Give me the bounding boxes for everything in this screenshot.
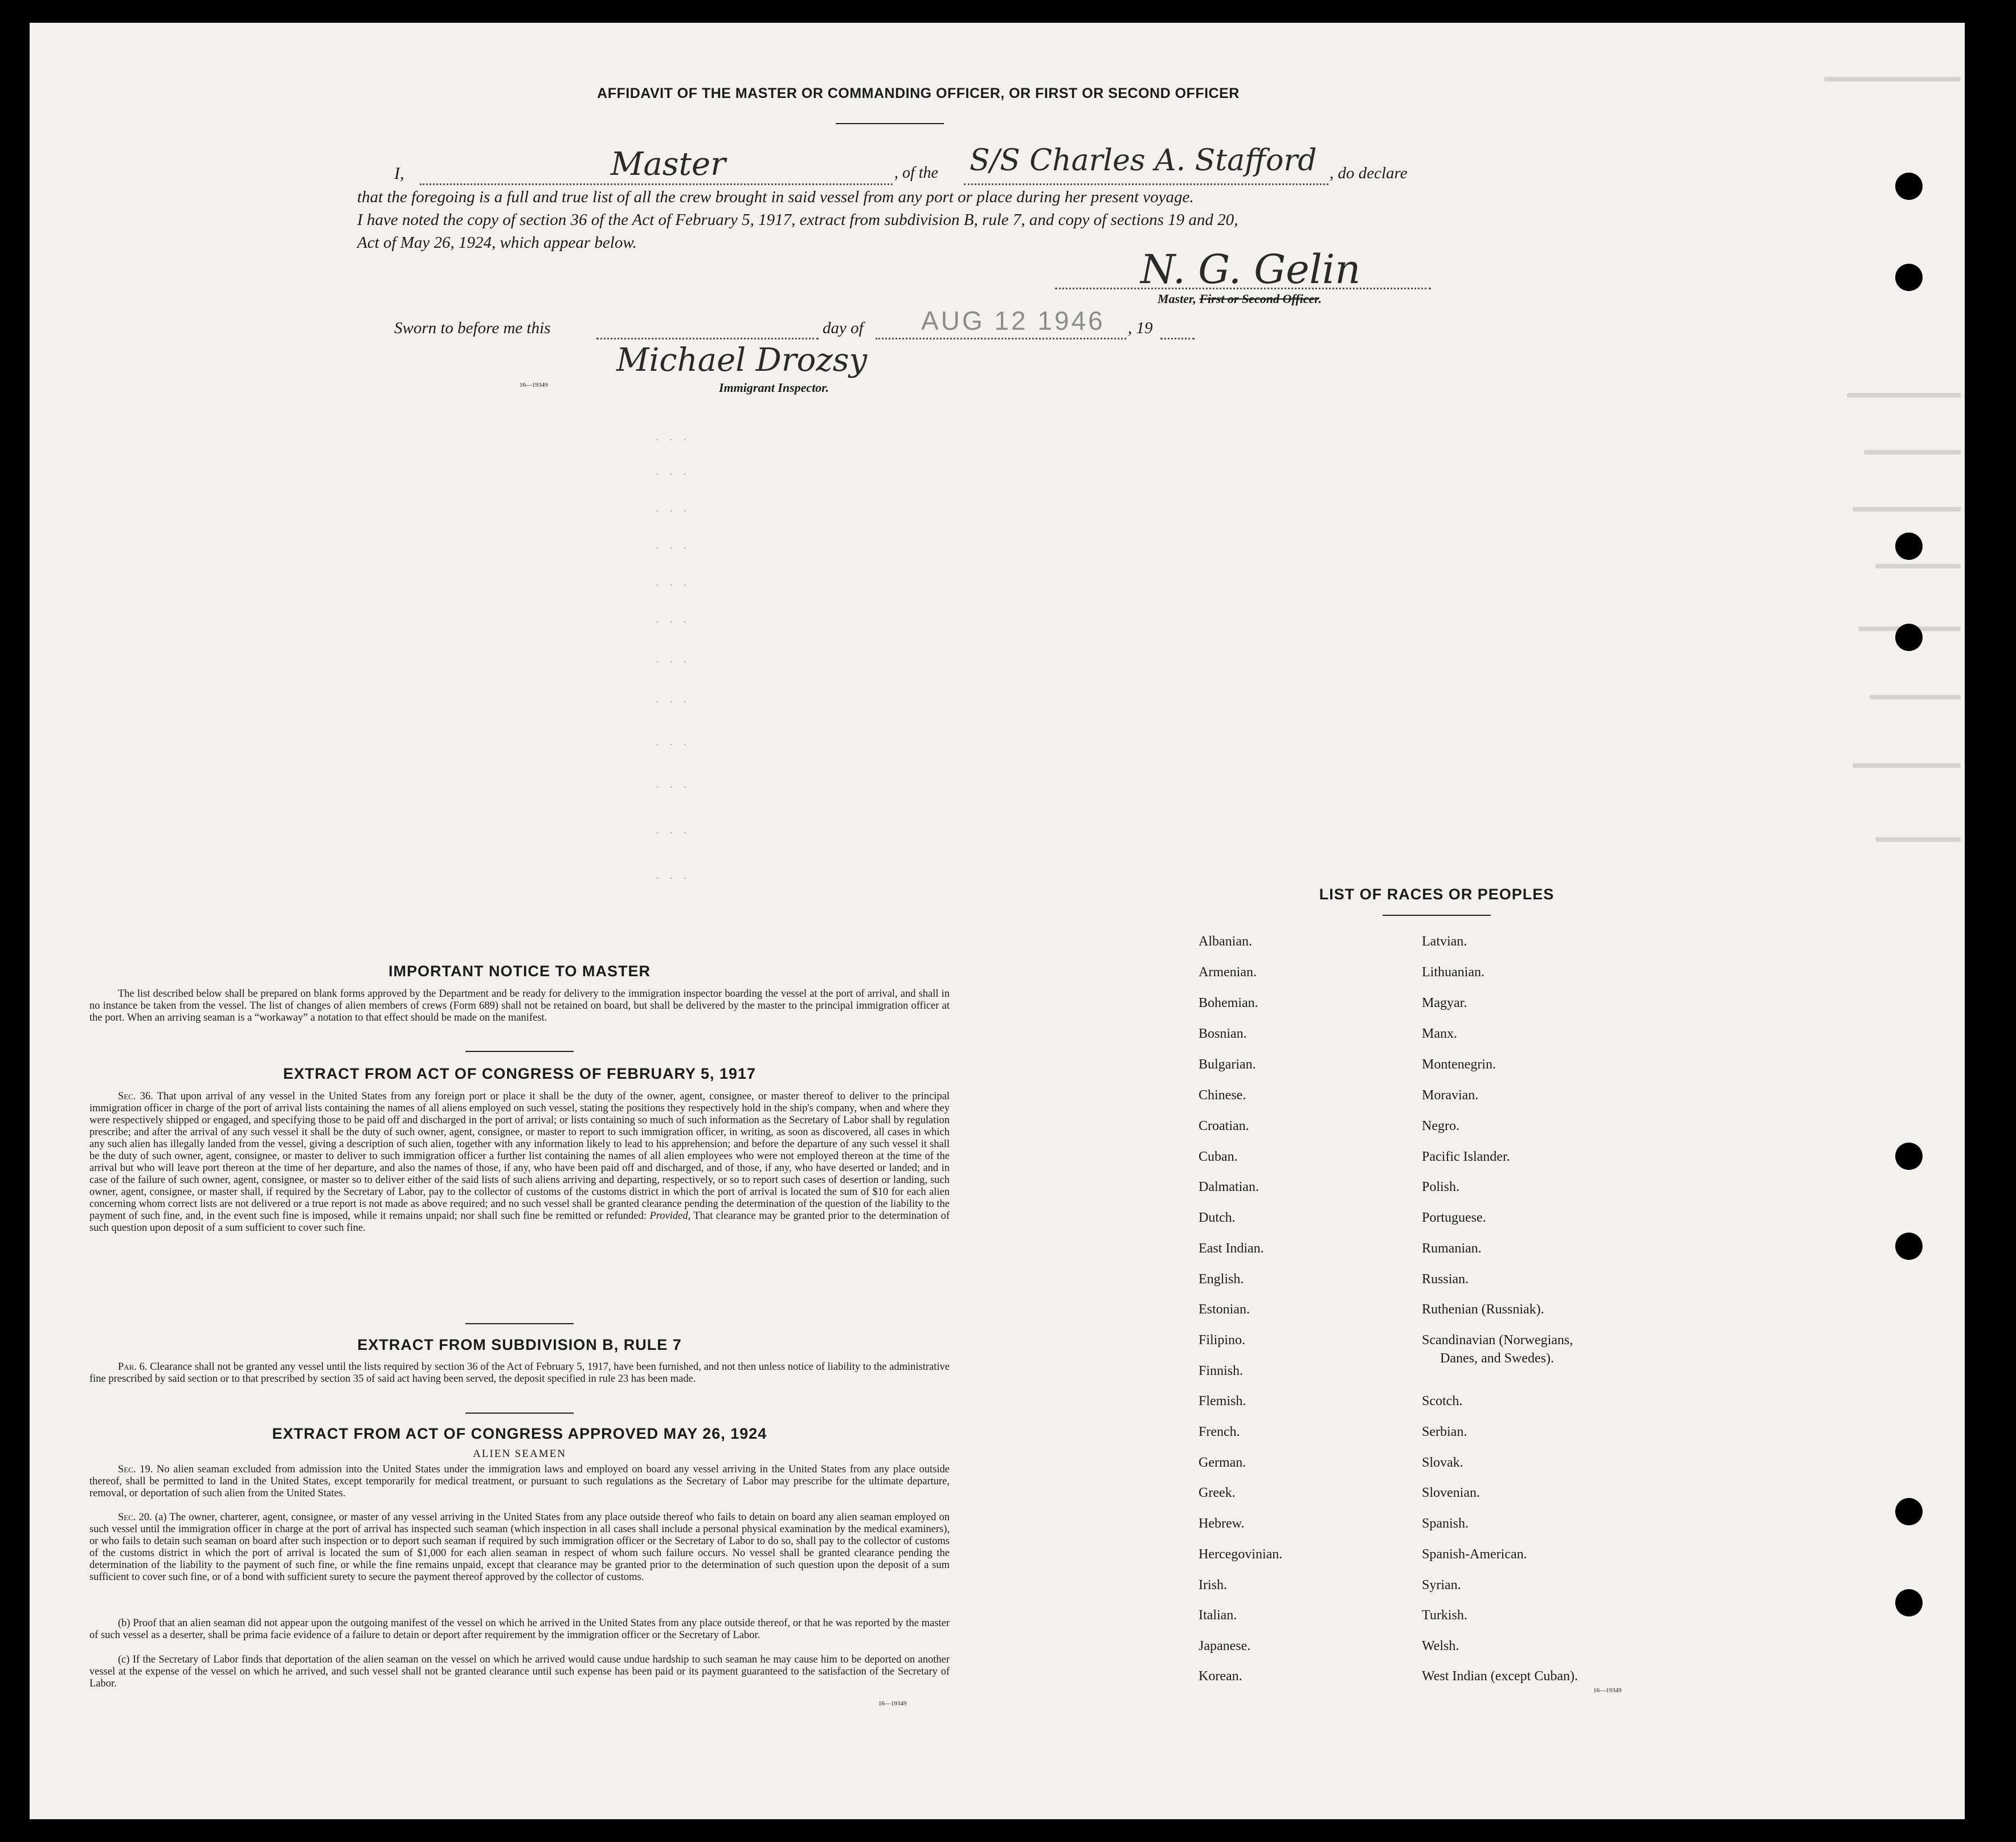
punch-hole (1895, 624, 1923, 651)
sworn-month-line (876, 338, 1126, 339)
races-title-rule (1383, 915, 1491, 916)
races-form-number: 16—19349 (1593, 1687, 1622, 1694)
sec-36-proviso-text: That clearance may be granted prior to the determination of such question upon deposit of a sum sufficient to cover such fine. (89, 1210, 950, 1234)
race-left-15: Flemish. (1199, 1394, 1246, 1409)
race-left-18: Greek. (1199, 1485, 1236, 1500)
par-6-text: Clearance shall not be granted any vessel until the lists required by section 36 of the Act of February 5, 1917, have been furnished, and not then unless notice of liability to the administrative fine prescribed by said section or to that prescribed by section 35 of said act having been served, the deposit specified in rule 23 has been made. (89, 1361, 950, 1385)
race-left-22: Italian. (1199, 1608, 1237, 1623)
race-left-16: French. (1199, 1425, 1240, 1439)
affidavit-form-number: 16—19349 (520, 382, 548, 388)
master-signature: N. G. Gelin (1140, 246, 1361, 293)
bleed-through (1853, 763, 1961, 768)
race-right-9: Portuguese. (1422, 1210, 1486, 1225)
punch-hole (1895, 264, 1923, 291)
race-left-12: Estonian. (1199, 1302, 1250, 1317)
punch-hole (1895, 173, 1923, 200)
year-label: , 19 (1128, 319, 1153, 337)
sec-36-proviso-label: Provided, (649, 1210, 691, 1222)
race-right-2: Magyar. (1422, 996, 1467, 1010)
day-of-label: day of (823, 319, 864, 337)
bleed-through (1847, 393, 1961, 398)
race-right-0: Latvian. (1422, 934, 1467, 949)
sec-36-text: That upon arrival of any vessel in the United States from any foreign port or place it shall be the duty of the owner, agent, consignee, or master thereof to deliver to the principal immigration officer in charge of the port of arrival lists containing the names of all aliens employed on such vessel, stating the positions they respectively hold in the ship's company, when and where they were respectively shipped or engaged, and specifying those to be paid off and discharged in the port of arrival; or lists containing so much of such information as the Secretary of Labor shall by regulation prescribe; and after the arrival of any such vessel it shall be the duty of such owner, agent, consignee, or master to report to such immigration officer, in writing, as soon as discovered, all cases in which any such alien has illegally landed from the vessel, giving a description of such alien, together with any information likely to lead to his apprehension; and before the departure of any such vessel it shall be the duty of such owner, agent, consignee, or master to deliver to such immigration officer a further list containing the names of all alien employees who were not employed thereon at the time of the arrival but who will leave port thereon at the time of her departure, and also the names of those, if any, who have been paid off and discharged, and of those, if any, who have deserted or landed; and in case of the failure of such owner, agent, consignee, or master so to deliver either of the said lists of such aliens arriving and departing, respectively, or so to report such cases of desertion or landing, such owner, agent, consignee, or master shall, if required by the Secretary of Labor, pay to the collector of customs of the customs district in which the port of arrival is located the sum of $10 for each alien concerning whom correct lists are not delivered or a true report is not made as above required; and no such vessel shall be granted clearance pending the determination of the question of the liability to the payment of such fine, and, in the event such fine is imposed, while it remains unpaid; nor shall such fine be remitted or refunded: (89, 1091, 950, 1222)
race-left-19: Hebrew. (1199, 1516, 1245, 1531)
race-right-1: Lithuanian. (1422, 965, 1485, 980)
race-right-23: Welsh. (1422, 1639, 1459, 1653)
master-caption-period: . (1318, 292, 1322, 306)
extract-1917-title: EXTRACT FROM ACT OF CONGRESS OF FEBRUARY 5, 1917 (283, 1065, 756, 1082)
race-right-19: Spanish. (1422, 1516, 1469, 1531)
race-left-21: Irish. (1199, 1578, 1227, 1593)
punch-hole (1895, 1143, 1923, 1170)
race-left-2: Bohemian. (1199, 996, 1258, 1010)
bleed-through (1864, 450, 1961, 455)
sec-19-text: No alien seaman excluded from admission into the United States under the immigration laws and employed on board any vessel arriving in the United States from any place outside thereof, shall be permitted to land in the United States, except temporarily for medical treatment, or pursuant to such regulations as the Secretary of Labor may prescribe for the ultimate departure, removal, or deportation of such alien from the United States. (89, 1464, 950, 1499)
race-right-10: Rumanian. (1422, 1241, 1482, 1256)
punch-hole (1895, 1589, 1923, 1616)
race-left-7: Cuban. (1199, 1149, 1238, 1164)
sec-20-text: (a) The owner, charterer, agent, consignee, or master of any vessel arriving in the United States from any place outside thereof who fails to detain on board any alien seaman employed on such vessel until the immigration officer in charge at the port of arrival has inspected such seaman (which inspection in all cases shall include a personal physical examination by the medical examiners), or who fails to detain such seaman on board after such inspection or to deport such seaman if required by such immigration officer or the Secretary of Labor to do so, shall pay to the collector of customs of the customs district in which the port of arrival is located the sum of $1,000 for each alien seaman in respect of whom such failure occurs. No vessel shall be granted clearance pending the determination of the liability to the payment of such fine, or while the fine remains unpaid, except that clearance may be granted prior to the determination of such question upon the deposit of a sum sufficient to cover such fine, or of a bond with sufficient surety to secure the payment thereof approved by the collector of customs. (89, 1512, 950, 1583)
race-right-15: Scotch. (1422, 1394, 1463, 1409)
race-left-4: Bulgarian. (1199, 1057, 1256, 1072)
race-right-17: Slovak. (1422, 1455, 1463, 1470)
affidavit-title-rule (836, 123, 944, 124)
inspector-caption: Immigrant Inspector. (719, 380, 829, 395)
affidavit-of-the-label: , of the (894, 164, 938, 182)
punch-hole (1895, 1233, 1923, 1260)
inspector-signature: Michael Drozsy (616, 342, 868, 379)
race-right-13: Scandinavian (Norwegians, (1422, 1333, 1573, 1348)
master-caption (1158, 292, 1322, 306)
race-left-23: Japanese. (1199, 1639, 1251, 1653)
race-left-3: Bosnian. (1199, 1026, 1247, 1041)
race-right-11: Russian. (1422, 1272, 1469, 1287)
sec-19-body (89, 1464, 950, 1500)
races-title: LIST OF RACES OR PEOPLES (1319, 886, 1555, 903)
affidavit-i-label: I, (394, 164, 404, 183)
par-6-label: Par. 6. (118, 1361, 148, 1373)
race-right-22: Turkish. (1422, 1608, 1467, 1623)
race-right-3: Manx. (1422, 1026, 1457, 1041)
master-signature-line (1055, 288, 1431, 289)
bleed-through (1875, 837, 1961, 842)
race-right-12: Ruthenian (Russniak). (1422, 1302, 1544, 1317)
bleed-through (1853, 507, 1961, 511)
sec-20-para-b: (b) Proof that an alien seaman did not appear upon the outgoing manifest of the vessel on which he arrived in the United States from any place outside thereof, or that he was reported by the master of such vessel as a deserter, shall be prima facie evidence of a failure to detain or deport after requirement by the immigration officer or the Secretary of Labor. (89, 1618, 950, 1641)
punch-hole (1895, 533, 1923, 560)
race-left-24: Korean. (1199, 1669, 1242, 1684)
sec-20-body (89, 1512, 950, 1583)
master-caption-master: Master, (1158, 292, 1200, 306)
affidavit-title: AFFIDAVIT OF THE MASTER OR COMMANDING OFFICER, OR FIRST OR SECOND OFFICER (597, 85, 1240, 101)
document-page (30, 23, 1965, 1819)
affidavit-line-3: I have noted the copy of section 36 of the Act of February 5, 1917, extract from subdivision B, rule 7, and copy of sections 19 and 20, (357, 211, 1238, 229)
bleed-through (1870, 695, 1961, 699)
affidavit-line-2: that the foregoing is a full and true list of all the crew brought in said vessel from any port or place during her present voyage. (357, 188, 1194, 206)
bleed-through (1824, 77, 1961, 81)
race-right-4: Montenegrin. (1422, 1057, 1496, 1072)
notice-text: The list described below shall be prepared on blank forms approved by the Department and be ready for delivery to the immigration inspector boarding the vessel at the port of arrival, and shall in no instance be taken from the vessel. The list of changes of alien members of crews (Form 689) shall not be retained on board, but shall be delivered by the master to the principal immigration officer at the port. When an arriving seaman is a “workaway” a notation to that effect should be made on the manifest. (89, 988, 950, 1024)
race-right-7: Pacific Islander. (1422, 1149, 1510, 1164)
race-left-6: Croatian. (1199, 1119, 1249, 1133)
notice-rule (465, 1051, 574, 1052)
race-right-24: West Indian (except Cuban). (1422, 1669, 1578, 1684)
rule-7-body (89, 1361, 950, 1385)
date-stamp: AUG 12 1946 (921, 306, 1105, 335)
rule-7-rule (465, 1413, 574, 1414)
race-right-21: Syrian. (1422, 1578, 1461, 1593)
affidavit-declare-label: , do declare (1330, 164, 1408, 182)
race-left-8: Dalmatian. (1199, 1180, 1259, 1194)
punch-hole (1895, 1498, 1923, 1525)
race-right-14: Danes, and Swedes). (1440, 1351, 1554, 1366)
race-left-9: Dutch. (1199, 1210, 1236, 1225)
extract-1924-form-number: 16—19349 (878, 1700, 907, 1707)
race-right-18: Slovenian. (1422, 1485, 1480, 1500)
sec-20-para-c: (c) If the Secretary of Labor finds that deportation of the alien seaman on the vessel on which he arrived would cause undue hardship to such seaman he may cause him to be deported on another vessel at the expense of the vessel on which he arrived, and such vessel shall not be granted clearance until such expense has been paid or its payment guaranteed to the satisfaction of the Secretary of Labor. (89, 1654, 950, 1689)
affidavit-line-4: Act of May 26, 1924, which appear below. (357, 234, 637, 252)
vessel-name-value: S/S Charles A. Stafford (970, 144, 1317, 178)
vessel-name-line (964, 183, 1328, 185)
race-right-6: Negro. (1422, 1119, 1459, 1133)
race-left-17: German. (1199, 1455, 1246, 1470)
race-left-20: Hercegovinian. (1199, 1547, 1283, 1562)
alien-seamen-subtitle: ALIEN SEAMEN (473, 1448, 566, 1460)
race-right-20: Spanish-American. (1422, 1547, 1527, 1562)
sec-19-label: Sec. 19. (118, 1464, 153, 1475)
race-left-5: Chinese. (1199, 1088, 1246, 1103)
rule-7-title: EXTRACT FROM SUBDIVISION B, RULE 7 (357, 1336, 682, 1353)
race-left-1: Armenian. (1199, 965, 1257, 980)
race-left-13: Filipino. (1199, 1333, 1246, 1348)
sec-36-label: Sec. 36. (118, 1091, 153, 1102)
race-right-8: Polish. (1422, 1180, 1460, 1194)
race-right-16: Serbian. (1422, 1425, 1467, 1439)
sworn-day-line (596, 338, 819, 339)
bleed-through (1875, 564, 1961, 568)
sworn-year-line (1160, 338, 1195, 339)
race-left-0: Albanian. (1199, 934, 1252, 949)
extract-1917-rule (465, 1323, 574, 1324)
sworn-label: Sworn to before me this (394, 319, 551, 337)
master-name-value: Master (611, 146, 726, 183)
race-right-5: Moravian. (1422, 1088, 1479, 1103)
blank-list-dots: . . . . . . . . . . . . . . . . . . . . . . . . . . . . . . . . . . . . (656, 433, 690, 881)
sec-20-label: Sec. 20. (118, 1512, 152, 1523)
master-caption-struck: First or Second Officer (1199, 292, 1319, 306)
notice-title: IMPORTANT NOTICE TO MASTER (389, 963, 651, 980)
race-left-14: Finnish. (1199, 1364, 1244, 1378)
extract-1917-body (89, 1091, 950, 1234)
master-name-line (420, 183, 893, 185)
extract-1924-title: EXTRACT FROM ACT OF CONGRESS APPROVED MAY 26, 1924 (272, 1425, 767, 1442)
race-left-11: English. (1199, 1272, 1244, 1287)
race-left-10: East Indian. (1199, 1241, 1264, 1256)
